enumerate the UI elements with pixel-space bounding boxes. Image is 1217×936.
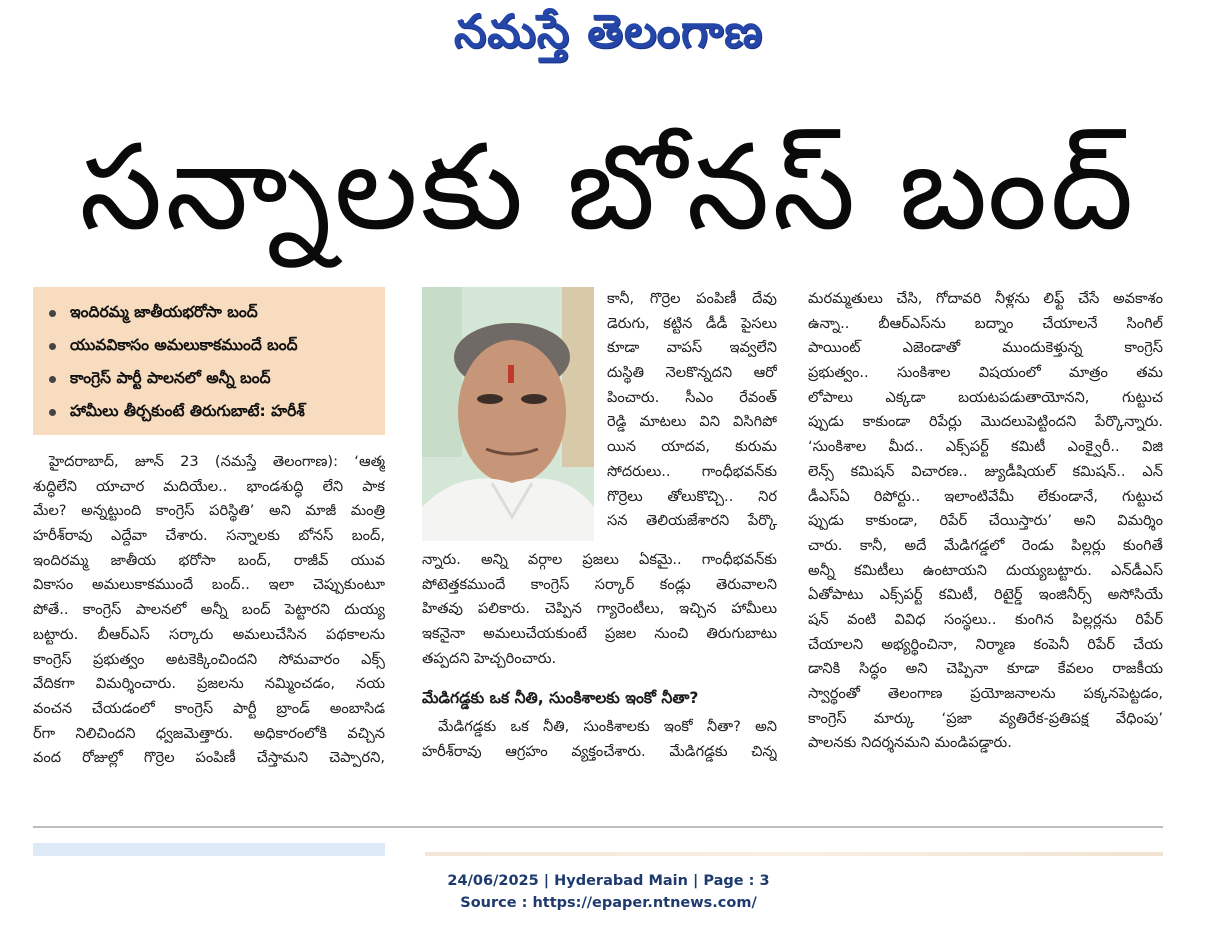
article-column-2-top xyxy=(607,287,777,534)
text-line: హైదరాబాద్, జూన్ 23 (నమస్తే తెలంగాణ): ‘ఆత్మ xyxy=(49,453,385,470)
text-line: ‘సుంకిశాల మీద.. ఎక్స్‌పర్ట్ కమిటీ ఎంక్వైరీ.. విజి xyxy=(808,438,1163,456)
edition-info: 24/06/2025 | Hyderabad Main | Page : 3 xyxy=(447,873,770,889)
article-column-2-bottom xyxy=(422,548,777,765)
text-line: హరీశ్‌రావు ఆగ్రహం వ్యక్తంచేశారు. మేడిగడ్డకు చిన్న xyxy=(422,743,777,761)
highlight-text: హామీలు తీర్చకుంటే తిరుగుబాటే: హరీశ్ xyxy=(70,401,305,420)
text-line: షన్ వంటి వివిధ సంస్థలు.. కుంగిన పిల్లర్లను రిపేర్ xyxy=(808,610,1163,628)
text-line: అన్నీ కమిటీలు ఉంటాయని దుయ్యబట్టారు. ఎన్‌డీఎస్ xyxy=(808,561,1163,579)
bullet-icon xyxy=(49,376,56,383)
text-line: మరమ్మతులు చేసి, గోదావరి నీళ్లను లిఫ్ట్ చేసే అవకాశం xyxy=(808,290,1163,307)
text-line: పోటెత్తకముందే కాంగ్రెస్ సర్కార్ కండ్లు తెరువాలని xyxy=(422,575,777,593)
text-line: న్నారు. అన్ని వర్గాల ప్రజలు ఏకమై.. గాంధీభవన్‌కు xyxy=(422,551,777,568)
text-line: వికాసం అమలుకాకముందే బంద్.. ఇలా చెప్పుకుంటూ xyxy=(33,576,385,594)
next-article-strip xyxy=(425,852,1163,856)
headline: సన్నాలకు బోనస్ బంద్ xyxy=(79,118,1137,256)
text-line: ఏతోపాటు ఎక్స్‌పర్ట్ కమిటీ, రిటైర్డ్ ఇంజినీర్స్ అసోసియే xyxy=(808,586,1163,604)
text-line: ర్‌గా నిలిచిందని ధ్వజమెత్తారు. అధికారంలోకి వచ్చిన xyxy=(33,724,385,742)
page-footer xyxy=(0,870,1217,914)
text-line: సన తెలియజేశారని పేర్కొ xyxy=(607,512,777,530)
text-line: పించారు. సీఎం రేవంత్ xyxy=(607,388,777,406)
text-line: పోతే.. కాంగ్రెస్ పాలనలో అన్నీ బంద్ పెట్టారని దుయ్య xyxy=(33,601,385,619)
text-line: చారు. కానీ, అదే మేడిగడ్డలో రెండు పిల్లర్లు కుంగితే xyxy=(808,536,1163,554)
text-line: ప్పుడు కాకుండా, రిపేర్ చేయిస్తారు’ అని విమర్శిం xyxy=(808,512,1163,530)
text-line: డీఎస్‌ఏ రిపోర్టు.. ఇలాంటివేమీ లేకుండానే, గుట్టుచ xyxy=(808,487,1163,505)
article-column-3 xyxy=(808,287,1163,756)
masthead-logo: నమస్తే తెలంగాణ xyxy=(453,4,764,58)
text-line: దుస్థితి నెలకొన్నదని ఆరో xyxy=(607,364,777,382)
next-article-strip xyxy=(33,843,385,856)
text-line: ఉన్నా.. బీఆర్‌ఎస్‌ను బద్నాం చేయాలనే సింగిల్ xyxy=(808,314,1163,332)
text-line: ఇందిరమ్మ జాతీయ భరోసా బంద్, రాజీవ్ యువ xyxy=(33,551,385,569)
bullet-icon xyxy=(49,343,56,350)
text-line: మేల? అన్నట్టుంది కాంగ్రెస్ పరిస్థితి’ అని మాజీ మంత్రి xyxy=(33,502,385,520)
text-line: లెన్స్ కమిషన్ విచారణ.. జ్యుడీషియల్ కమిషన్.. ఎన్ xyxy=(808,462,1163,480)
text-line: కూడా వాపస్ ఇవ్వలేని xyxy=(607,339,777,357)
text-line: వేదికగా విమర్శించారు. ప్రజలను నమ్మించడం, నయ xyxy=(33,675,385,693)
text-line: వంచన చేయడంలో కాంగ్రెస్ పార్టీ బ్రాండ్ అంబాసిడ xyxy=(33,699,385,717)
highlight-text: ఇందిరమ్మ జాతీయభరోసా బంద్ xyxy=(70,302,258,321)
source-link[interactable]: Source : https://epaper.ntnews.com/ xyxy=(460,895,757,911)
article-photo xyxy=(422,287,594,541)
text-line: రెడ్డి మాటలు విని విసిగిపో xyxy=(607,413,777,431)
portrait-image xyxy=(422,287,594,541)
highlight-item xyxy=(49,363,375,396)
text-line: ఇకనైనా అమలుచేయకుంటే ప్రజల నుంచి తిరుగుబాటు xyxy=(422,625,777,643)
highlight-item xyxy=(49,396,375,429)
article-column-1 xyxy=(33,450,385,771)
text-line: హరీశ్‌రావు ఎద్దేవా చేశారు. సన్నాలకు బోనస్ బంద్, xyxy=(33,527,385,545)
text-line: తప్పదని హెచ్చరించారు. xyxy=(422,649,557,667)
subheading: మేడిగడ్డకు ఒక నీతి, సుంకిశాలకు ఇంకో నీతా? xyxy=(422,689,699,708)
text-line: కానీ, గొర్రెల పంపిణీ దేవు xyxy=(607,290,777,307)
text-line: లోపాలు ఎక్కడా బయటపడుతాయోనని, గుట్టుచ xyxy=(808,388,1163,406)
text-line: హితవు పలికారు. చెప్పిన గ్యారెంటీలు, ఇచ్చిన హామీలు xyxy=(422,600,777,618)
text-line: ప్రభుత్వం.. సుంకిశాల విషయంలో మాత్రం తమ xyxy=(808,364,1163,382)
bullet-icon xyxy=(49,409,56,416)
text-line: ప్పుడు కాకుండా రిపేర్లు మొదలుపెట్టిందని పేర్కొన్నారు. xyxy=(808,413,1163,431)
highlights-box xyxy=(33,287,385,435)
text-line: గొర్రెలు తోలుకొచ్చి.. నిర xyxy=(607,487,777,505)
text-line: కాంగ్రెస్ ప్రభుత్వం అటకెక్కించిందని సోమవారం ఎక్స్ xyxy=(33,650,385,668)
text-line: స్వార్థంతో తెలంగాణ ప్రయోజనాలను పక్కనపెట్టడం, xyxy=(808,685,1163,702)
text-line: డానికి సిద్ధం అని చెప్పినా కూడా కేవలం రాజకీయ xyxy=(808,660,1163,678)
text-line: చేయాలని అభ్యర్థించినా, నిర్మాణ కంపెనీ రిపేర్ చేయ xyxy=(808,635,1163,653)
text-line: పాలనకు నిదర్శనమని మండిపడ్డారు. xyxy=(808,734,1012,752)
text-line: శుద్ధిలేని యాచార మదియేల.. భాండశుద్ధి లేని పాక xyxy=(33,477,385,495)
text-line: సోదరులు.. గాంధీభవన్‌కు xyxy=(607,462,777,480)
text-line: యిన యాదవ, కురుమ xyxy=(607,438,777,456)
highlight-item xyxy=(49,330,375,363)
divider xyxy=(33,826,1163,828)
text-line: కాంగ్రెస్ మార్కు ‘ప్రజా వ్యతిరేక-ప్రతిపక్ష వేధింపు’ xyxy=(808,709,1163,727)
highlight-text: యువవికాసం అమలుకాకముందే బంద్ xyxy=(70,335,298,354)
text-line: వంద రోజుల్లో గొర్రెల పంపిణీ చేస్తామని చెప్పారని, xyxy=(33,749,385,767)
bullet-icon xyxy=(49,310,56,317)
text-line: పాయింట్ ఎజెండాతో ముందుకెళ్తున్న కాంగ్రెస్ xyxy=(808,339,1163,357)
highlight-text: కాంగ్రెస్ పార్టీ పాలనలో అన్నీ బంద్ xyxy=(70,368,271,387)
text-line: బట్టారు. బీఆర్‌ఎస్ సర్కారు అమలుచేసిన పథకాలను xyxy=(33,625,385,643)
text-line: డెరుగు, కట్టిన డీడీ పైసలు xyxy=(607,314,777,332)
highlight-item xyxy=(49,297,375,330)
text-line: మేడిగడ్డకు ఒక నీతి, సుంకిశాలకు ఇంకో నీతా? అని xyxy=(438,718,777,736)
